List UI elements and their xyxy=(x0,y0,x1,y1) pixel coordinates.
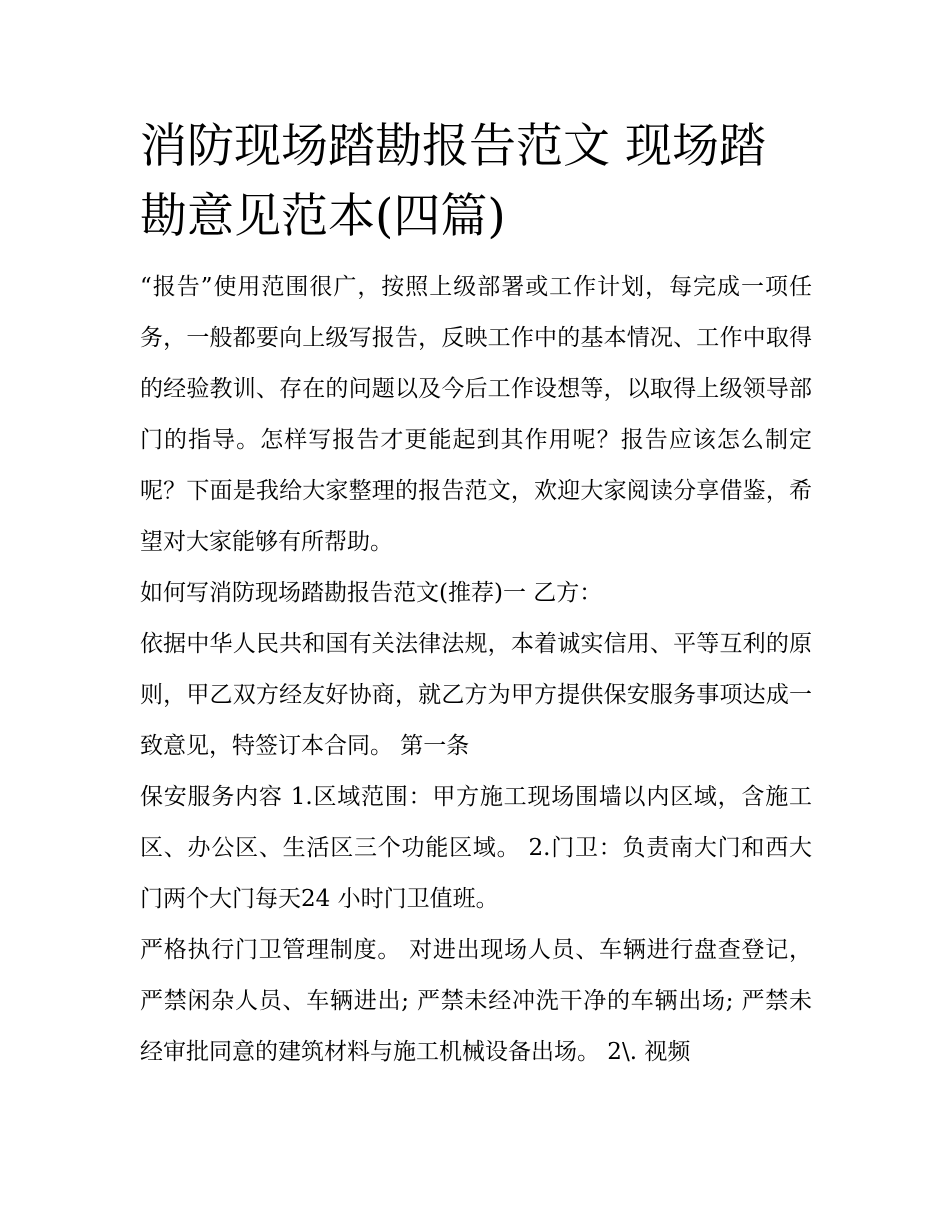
paragraph-gate-rules: 严格执行门卫管理制度。 对进出现场人员、车辆进行盘查登记，严禁闲杂人员、车辆进出; 严禁未经冲洗干净的车辆出场; 严禁未经审批同意的建筑材料与施工机械设备出场。 2\. 视频 xyxy=(140,937,812,1065)
paragraph-intro: “报告”使用范围很广，按照上级部署或工作计划，每完成一项任务，一般都要向上级写报告，反映工作中的基本情况、工作中取得的经验教训、存在的问题以及今后工作设想等，以取得上级领导部门的指导。怎样写报告才更能起到其作用呢？报告应该怎么制定呢？下面是我给大家整理的报告范文，欢迎大家阅读分享借鉴，希望对大家能够有所帮助。 xyxy=(140,274,812,555)
paragraph-preamble: 依据中华人民共和国有关法律法规，本着诚实信用、平等互利的原则，甲乙双方经友好协商，就乙方为甲方提供保安服务事项达成一致意见，特签订本合同。 第一条 xyxy=(140,631,812,759)
paragraph-section-heading: 如何写消防现场踏勘报告范文(推荐)一 乙方： xyxy=(140,580,603,606)
document-body xyxy=(140,112,812,1078)
document-title: 消防现场踏勘报告范文 现场踏勘意见范本(四篇) xyxy=(140,119,766,244)
paragraph-service-content: 保安服务内容 1.区域范围：甲方施工现场围墙以内区域，含施工区、办公区、生活区三个功能区域。 2.门卫：负责南大门和西大门两个大门每天24 小时门卫值班。 xyxy=(140,784,812,912)
